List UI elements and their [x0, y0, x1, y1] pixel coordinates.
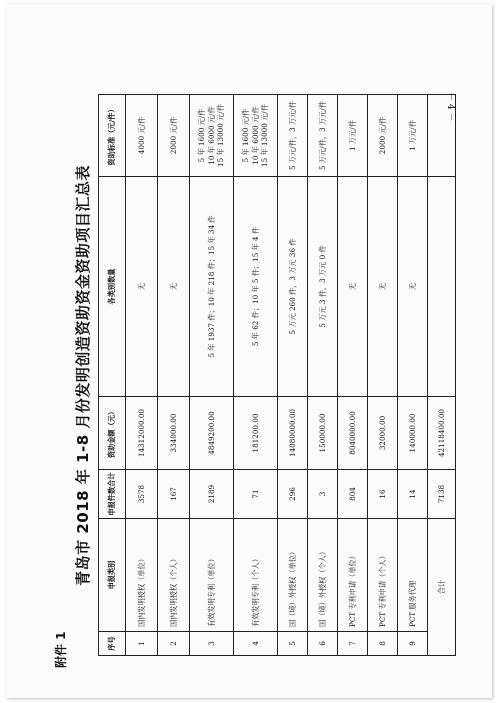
header-cell: 申报件数合计 [99, 470, 126, 519]
standard-line: 5 万元/件，3 万元/件 [317, 101, 327, 170]
standard-cell [338, 95, 368, 177]
row-number-cell: 8 [368, 632, 398, 656]
row-number-cell: 5 [278, 632, 308, 656]
category-cell: PCT 专利申请（个人） [368, 519, 398, 632]
rotated-content [52, 95, 446, 668]
category-cell: 有效发明专利（个人） [234, 519, 278, 632]
standard-line: 5 年 1600 元/件 [196, 108, 206, 163]
attachment-label: 附件 1 [54, 631, 68, 668]
count-cell: 71 [234, 470, 278, 519]
table-row [368, 95, 398, 656]
count-cell: 3 [308, 470, 338, 519]
row-number-cell: 2 [158, 632, 190, 656]
amount-cell: 181200.00 [234, 397, 278, 470]
standard-line: 5 万元/件，3 万元/件 [287, 101, 297, 170]
breakdown-cell: 无 [158, 177, 190, 397]
standard-line: 4000 元/件 [136, 116, 146, 155]
category-cell: PCT 专利申请（单位） [338, 519, 368, 632]
table-row [308, 95, 338, 656]
count-cell: 2189 [190, 470, 234, 519]
amount-cell: 14080000.00 [278, 397, 308, 470]
row-number-cell: 1 [126, 632, 158, 656]
standard-cell [190, 95, 234, 177]
count-cell: 804 [338, 470, 368, 519]
table-header-row [99, 95, 126, 656]
header-cell: 序号 [99, 632, 126, 656]
row-number-cell: 9 [398, 632, 428, 656]
count-cell: 167 [158, 470, 190, 519]
standard-cell [234, 95, 278, 177]
table-row [234, 95, 278, 656]
standard-line: 15 年 13000 元/件 [260, 104, 270, 167]
amount-cell: 4849200.00 [190, 397, 234, 470]
amount-cell: 32000.00 [368, 397, 398, 470]
header-cell: 资助标准（元/件） [99, 95, 126, 177]
breakdown-cell: 无 [368, 177, 398, 397]
standard-cell [368, 95, 398, 177]
row-number-cell: 7 [338, 632, 368, 656]
table-row [398, 95, 428, 656]
header-cell: 各类别数量 [99, 177, 126, 397]
standard-cell [126, 95, 158, 177]
row-number-cell: 3 [190, 632, 234, 656]
total-label-cell: 合计 [428, 519, 456, 656]
category-cell: 国内发明授权（个人） [158, 519, 190, 632]
breakdown-cell: 无 [338, 177, 368, 397]
header-cell: 申报类别 [99, 519, 126, 632]
breakdown-cell: 5 万元 3 件，3 万元 0 件 [308, 177, 338, 397]
standard-line: 2000 元/件 [168, 116, 178, 155]
table-row [126, 95, 158, 656]
table-row [158, 95, 190, 656]
amount-cell: 140000.00 [398, 397, 428, 470]
breakdown-cell: 无 [126, 177, 158, 397]
amount-cell: 8040000.00 [338, 397, 368, 470]
table-row [338, 95, 368, 656]
standard-cell [158, 95, 190, 177]
standard-line: 1 万元/件 [407, 120, 417, 151]
total-row [428, 95, 456, 656]
summary-table [98, 94, 456, 656]
category-cell: PCT 服务代理 [398, 519, 428, 632]
empty-cell [428, 177, 456, 397]
standard-line: 1 万元/件 [347, 120, 357, 151]
total-amount-cell: 42118400.00 [428, 397, 456, 470]
count-cell: 296 [278, 470, 308, 519]
breakdown-cell: 5 万元 260 件，3 万元 36 件 [278, 177, 308, 397]
count-cell: 3578 [126, 470, 158, 519]
count-cell: 16 [368, 470, 398, 519]
standard-line: 10 年 6000 元/件 [250, 106, 260, 165]
standard-cell [278, 95, 308, 177]
page-number: － 4 － [445, 92, 455, 122]
standard-line: 10 年 6000 元/件 [206, 106, 216, 165]
category-cell: 国内发明授权（单位） [126, 519, 158, 632]
row-number-cell: 6 [308, 632, 338, 656]
amount-cell: 14312000.00 [126, 397, 158, 470]
row-number-cell: 4 [234, 632, 278, 656]
table-row [278, 95, 308, 656]
breakdown-cell: 5 年 62 件；10 年 5 件；15 年 4 件 [234, 177, 278, 397]
category-cell: 国（境）外授权（单位） [278, 519, 308, 632]
breakdown-cell: 无 [398, 177, 428, 397]
count-cell: 14 [398, 470, 428, 519]
amount-cell: 150000.00 [308, 397, 338, 470]
standard-line: 5 年 1600 元/件 [240, 108, 250, 163]
category-cell: 有效发明专利（单位） [190, 519, 234, 632]
standard-line: 2000 元/件 [377, 116, 387, 155]
header-cell: 资助金额（元） [99, 397, 126, 470]
total-count-cell: 7138 [428, 470, 456, 519]
standard-cell [308, 95, 338, 177]
table-row [190, 95, 234, 656]
table-title: 青岛市 2018 年 1-8 月份发明创造资助资金资助项目汇总表 [74, 165, 92, 586]
empty-cell [428, 95, 456, 177]
standard-line: 15 年 13000 元/件 [216, 104, 226, 167]
amount-cell: 334000.00 [158, 397, 190, 470]
category-cell: 国（境）外授权（个人） [308, 519, 338, 632]
standard-cell [398, 95, 428, 177]
breakdown-cell: 5 年 1937 件；10 年 218 件；15 年 34 件 [190, 177, 234, 397]
